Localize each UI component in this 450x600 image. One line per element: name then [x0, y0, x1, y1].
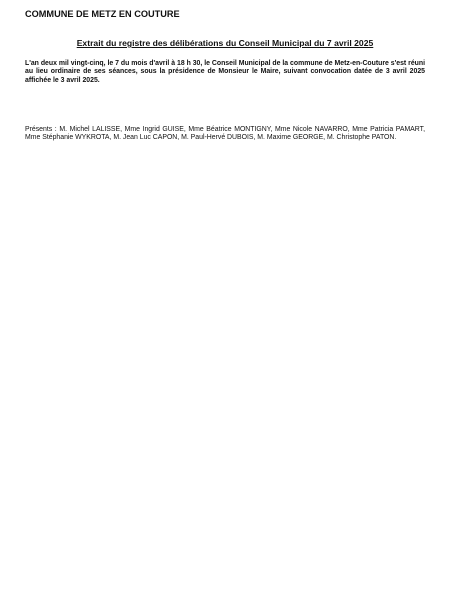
present-members: Présents : M. Michel LALISSE, Mme Ingrid GUISE, Mme Béatrice MONTIGNY, Mme Nicole NAVARRO, Mme Patricia PAMART, Mme Stéphanie WYKROTA, M. Jean Luc CAPON, M. Paul-Hervé DUBOIS, M. Maxime GEORGE, M. Christophe PATON. — [25, 126, 425, 142]
commune-name: COMMUNE DE METZ EN COUTURE — [25, 9, 180, 19]
document-title: Extrait du registre des délibérations du Conseil Municipal du 7 avril 2025 — [76, 38, 374, 48]
session-paragraph: L'an deux mil vingt-cinq, le 7 du mois d'avril à 18 h 30, le Conseil Municipal de la commune de Metz-en-Couture s'est réuni au lieu ordinaire de ses séances, sous la présidence de Monsieur le Maire, suivant convocation datée de 3 avril 2025 affichée le 3 avril 2025. — [25, 60, 425, 84]
